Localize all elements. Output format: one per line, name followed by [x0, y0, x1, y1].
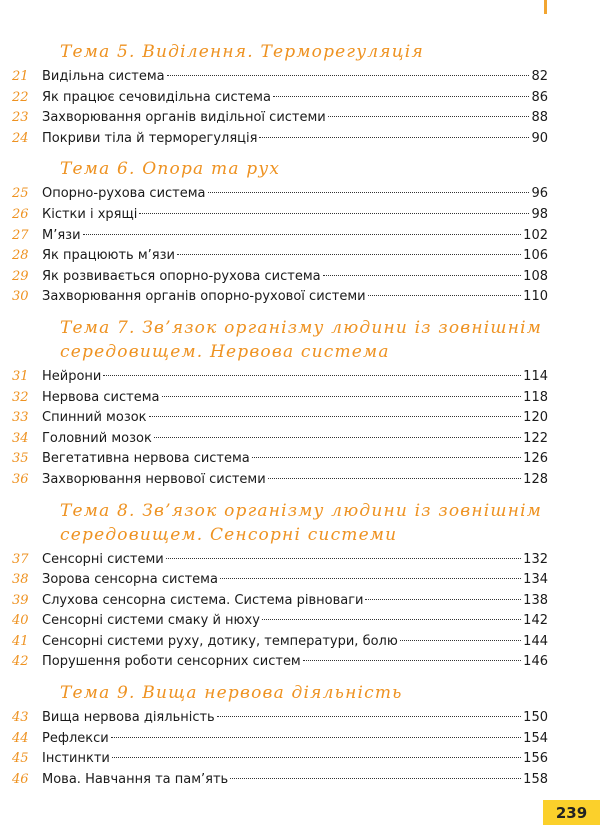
toc-entry[interactable]	[12, 429, 548, 450]
dot-leader	[166, 558, 521, 559]
page-ref: 118	[523, 389, 548, 405]
page-ref: 158	[523, 771, 548, 787]
dot-leader	[167, 75, 530, 76]
toc-entry[interactable]	[12, 632, 548, 653]
dot-leader	[252, 457, 521, 458]
lesson-number: 21	[12, 69, 29, 84]
lesson-number: 40	[12, 613, 29, 629]
toc-entry[interactable]	[12, 267, 548, 288]
lesson-title: Захворювання нервової системи	[42, 471, 266, 487]
section-topic-9	[12, 681, 548, 790]
lesson-number: 38	[12, 572, 29, 588]
lesson-title: Рефлекси	[42, 730, 109, 746]
toc-entry[interactable]	[12, 729, 548, 750]
page-ref: 110	[523, 289, 548, 305]
lesson-title: Захворювання органів видільної системи	[42, 110, 326, 126]
dot-leader	[220, 578, 521, 579]
toc-entry[interactable]	[12, 708, 548, 729]
toc-entry[interactable]	[12, 611, 548, 632]
toc-entry[interactable]	[12, 88, 548, 109]
dot-leader	[111, 737, 521, 738]
section-topic-8	[12, 499, 548, 674]
toc-entry[interactable]	[12, 246, 548, 267]
dot-leader	[154, 437, 521, 438]
page-ref: 86	[531, 89, 548, 105]
lesson-number: 24	[12, 130, 29, 146]
dot-leader	[149, 416, 522, 417]
lesson-title: Зорова сенсорна система	[42, 572, 218, 588]
lesson-title: Мова. Навчання та пам’ять	[42, 771, 229, 787]
page-ref: 90	[531, 130, 548, 146]
section-title: Тема 6. Опора та рух	[60, 159, 281, 180]
lesson-title: М’язи	[42, 227, 81, 243]
dot-leader	[262, 619, 521, 620]
page-ref: 96	[531, 186, 548, 202]
dot-leader	[112, 757, 521, 758]
page-ref: 82	[531, 69, 548, 84]
lesson-title: Інстинкти	[42, 751, 110, 767]
lesson-number: 31	[12, 368, 29, 384]
lesson-title: Як працює сечовидільна система	[42, 89, 271, 105]
lesson-number: 35	[12, 451, 29, 467]
toc-entry[interactable]	[12, 652, 548, 673]
toc-entry[interactable]	[12, 449, 548, 470]
toc-entry[interactable]	[12, 67, 548, 88]
page-ref: 146	[523, 654, 548, 670]
lesson-title: Захворювання органів опорно-рухової системи	[42, 289, 366, 305]
lesson-number: 28	[12, 248, 29, 264]
page-ref: 150	[523, 710, 548, 726]
dot-leader	[162, 396, 522, 397]
toc-entry[interactable]	[12, 108, 548, 129]
dot-leader	[328, 116, 530, 117]
section-title: Тема 9. Вища нервова діяльність	[60, 683, 403, 704]
section-title: Тема 7. Зв’язок організму людини із зовнішнім	[60, 317, 543, 338]
dot-leader	[139, 213, 529, 214]
dot-leader	[259, 137, 529, 138]
toc-entry[interactable]	[12, 550, 548, 571]
page-ref: 102	[523, 227, 548, 243]
lesson-title: Вегетативна нервова система	[42, 451, 250, 467]
lesson-title: Слухова сенсорна система. Система рівноваги	[42, 592, 364, 608]
dot-leader	[217, 716, 521, 717]
page-ref: 88	[531, 110, 548, 126]
page-ref: 108	[523, 268, 548, 284]
lesson-number: 32	[12, 389, 29, 405]
toc-entry[interactable]	[12, 287, 548, 308]
dot-leader	[400, 640, 521, 641]
dot-leader	[323, 275, 522, 276]
dot-leader	[208, 192, 530, 193]
page-ref: 144	[523, 633, 548, 649]
lesson-number: 30	[12, 289, 29, 305]
lesson-number: 46	[12, 771, 29, 787]
section-topic-6	[12, 157, 548, 308]
page-ref: 122	[523, 430, 548, 446]
toc-entry[interactable]	[12, 591, 548, 612]
dot-leader	[230, 778, 521, 779]
toc-entry[interactable]	[12, 184, 548, 205]
section-topic-7	[12, 316, 548, 491]
lesson-number: 37	[12, 551, 29, 567]
page-ref: 128	[523, 471, 548, 487]
lesson-number: 22	[12, 89, 29, 105]
toc-entry[interactable]	[12, 388, 548, 409]
page-ref: 98	[531, 206, 548, 222]
dot-leader	[268, 478, 521, 479]
table-of-contents	[12, 40, 548, 790]
section-title-continued: середовищем. Сенсорні системи	[60, 524, 398, 545]
page-ref: 142	[523, 613, 548, 629]
lesson-number: 27	[12, 227, 29, 243]
dot-leader	[273, 96, 530, 97]
dot-leader	[303, 660, 521, 661]
toc-entry[interactable]	[12, 470, 548, 491]
toc-entry[interactable]	[12, 570, 548, 591]
section-title: Тема 8. Зв’язок організму людини із зовнішнім	[60, 500, 543, 521]
lesson-number: 33	[12, 410, 29, 426]
page-ref: 106	[523, 248, 548, 264]
top-accent-rule	[544, 0, 547, 14]
section-title: Тема 5. Виділення. Терморегуляція	[60, 42, 424, 62]
lesson-number: 42	[12, 654, 29, 670]
lesson-title: Спинний мозок	[42, 410, 147, 426]
page-number-badge: 239	[543, 800, 600, 825]
lesson-number: 43	[12, 710, 29, 726]
toc-entry[interactable]	[12, 129, 548, 150]
lesson-title: Опорно-рухова система	[42, 186, 206, 202]
lesson-title: Як розвивається опорно-рухова система	[42, 268, 321, 284]
page-ref: 156	[523, 751, 548, 767]
lesson-title: Сенсорні системи смаку й нюху	[42, 613, 260, 629]
lesson-number: 44	[12, 730, 29, 746]
lesson-number: 41	[12, 633, 29, 649]
toc-entry[interactable]	[12, 770, 548, 791]
lesson-number: 29	[12, 268, 29, 284]
page-ref: 154	[523, 730, 548, 746]
toc-entry[interactable]	[12, 749, 548, 770]
page-ref: 120	[523, 410, 548, 426]
lesson-number: 39	[12, 592, 29, 608]
dot-leader	[365, 599, 521, 600]
lesson-title: Кістки і хрящі	[42, 206, 138, 222]
page-ref: 114	[523, 368, 548, 384]
lesson-title: Нервова система	[42, 389, 160, 405]
lesson-title: Порушення роботи сенсорних систем	[42, 654, 301, 670]
page-ref: 132	[523, 551, 548, 567]
dot-leader	[83, 234, 522, 235]
lesson-number: 23	[12, 110, 29, 126]
lesson-number: 26	[12, 206, 29, 222]
toc-entry[interactable]	[12, 408, 548, 429]
dot-leader	[177, 254, 521, 255]
dot-leader	[103, 375, 521, 376]
lesson-title: Сенсорні системи руху, дотику, температури, болю	[42, 633, 398, 649]
lesson-title: Сенсорні системи	[42, 551, 164, 567]
lesson-number: 45	[12, 751, 29, 767]
section-topic-5	[12, 40, 548, 149]
toc-entry[interactable]	[12, 226, 548, 247]
lesson-title: Як працюють м’язи	[42, 248, 175, 264]
lesson-title: Головний мозок	[42, 430, 152, 446]
dot-leader	[368, 295, 522, 296]
lesson-number: 34	[12, 430, 29, 446]
lesson-title: Видільна система	[42, 69, 165, 84]
lesson-number: 36	[12, 471, 29, 487]
lesson-title: Покриви тіла й терморегуляція	[42, 130, 258, 146]
toc-entry[interactable]	[12, 205, 548, 226]
lesson-title: Нейрони	[42, 368, 102, 384]
page-ref: 138	[523, 592, 548, 608]
page-ref: 126	[523, 451, 548, 467]
lesson-number: 25	[12, 186, 29, 202]
toc-entry[interactable]	[12, 367, 548, 388]
lesson-title: Вища нервова діяльність	[42, 710, 215, 726]
page-ref: 134	[523, 572, 548, 588]
section-title-continued: середовищем. Нервова система	[60, 341, 390, 362]
